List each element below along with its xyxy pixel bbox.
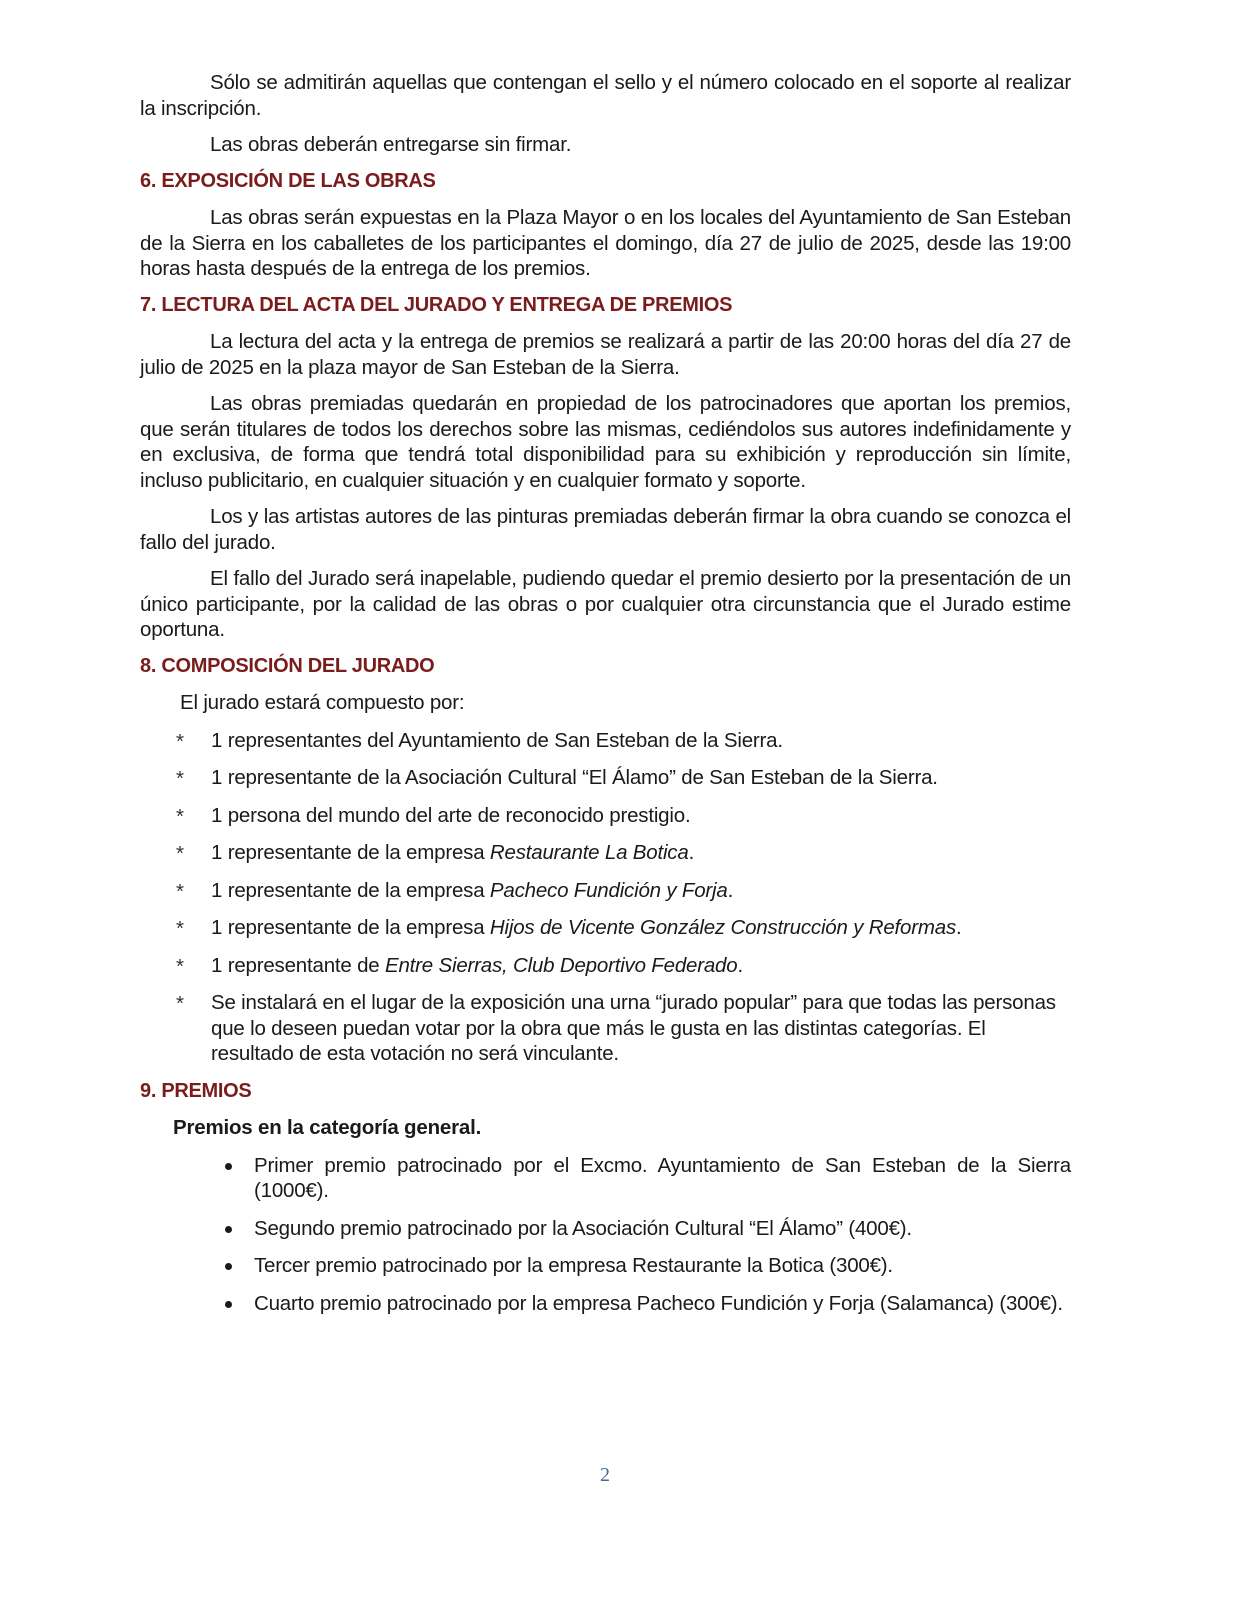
asterisk-bullet-icon: *	[176, 954, 184, 978]
paragraph: La lectura del acta y la entrega de premios se realizará a partir de las 20:00 horas del día 27 de julio de 2025 en la plaza mayor de San Esteban de la Sierra.	[140, 330, 1071, 379]
prize-text: Segundo premio patrocinado por la Asociación Cultural “El Álamo” (400€).	[254, 1216, 912, 1240]
asterisk-bullet-icon: *	[176, 842, 184, 865]
section-heading-composicion-jurado: 8. COMPOSICIÓN DEL JURADO	[140, 654, 435, 677]
jury-item-suffix: .	[956, 916, 962, 939]
jury-item-prefix: 1 representante de la empresa	[211, 916, 490, 939]
jury-item-suffix: .	[688, 841, 695, 864]
jury-list-item	[140, 990, 1071, 1067]
prize-text: Primer premio patrocinado por el Excmo. Ayuntamiento de San Esteban de la Sierra (1000€).	[254, 1153, 1071, 1202]
jury-list	[140, 728, 1071, 1067]
jury-list-item	[140, 840, 1071, 866]
paragraph: El fallo del Jurado será inapelable, pudiendo quedar el premio desierto por la presentación de un único participante, por la calidad de las obras o por cualquier otra circunstancia que el Jurado estime oportuna.	[140, 567, 1071, 641]
prize-text: Tercer premio patrocinado por la empresa Restaurante la Botica (300€).	[254, 1254, 893, 1277]
jury-item-emphasis: Hijos de Vicente González Construcción y Reformas	[489, 916, 957, 939]
asterisk-bullet-icon: *	[176, 992, 184, 1015]
paragraph: Las obras serán expuestas en la Plaza Mayor o en los locales del Ayuntamiento de San Esteban de la Sierra en los caballetes de los participantes el domingo, día 27 de julio de 2025, desde las 19:00 horas hasta después de la entrega de los premios.	[140, 206, 1071, 280]
prize-list-item	[140, 1253, 1071, 1279]
jury-list-item	[140, 728, 1071, 754]
jury-item-suffix: .	[727, 878, 734, 902]
jury-list-item	[140, 765, 1071, 791]
bullet-dot-icon	[225, 1263, 232, 1270]
paragraph: Las obras premiadas quedarán en propiedad de los patrocinadores que aportan los premios, que serán titulares de todos los derechos sobre las mismas, cediéndolos sus autores indefinidamente y en exclusiva, de forma que tendrá total disponibilidad para su exhibición y reproducción sin límite, incluso publicitario, en cualquier situación y en cualquier formato y soporte.	[140, 392, 1071, 492]
paragraph: Las obras deberán entregarse sin firmar.	[210, 133, 572, 156]
prize-text: Cuarto premio patrocinado por la empresa Pacheco Fundición y Forja (Salamanca) (300€).	[254, 1291, 1063, 1315]
jury-list-item	[140, 803, 1071, 829]
section-heading-lectura-acta: 7. LECTURA DEL ACTA DEL JURADO Y ENTREGA DE PREMIOS	[140, 293, 733, 316]
jury-item-prefix: 1 representante de la empresa	[211, 841, 490, 864]
jury-item-prefix: 1 representante de	[211, 953, 385, 977]
prize-category-heading: Premios en la categoría general.	[173, 1116, 482, 1139]
bullet-dot-icon	[225, 1163, 232, 1170]
jury-item-emphasis: Restaurante La Botica	[489, 841, 689, 864]
section-heading-premios: 9. PREMIOS	[140, 1079, 252, 1102]
jury-intro: El jurado estará compuesto por:	[180, 691, 465, 714]
jury-list-item	[140, 953, 1071, 979]
jury-item-text: Se instalará en el lugar de la exposición una urna “jurado popular” para que todas las personas que lo deseen puedan votar por la obra que más le gusta en las distintas categorías. El resultado de esta votación no será vinculante.	[211, 991, 1056, 1065]
jury-list-item	[140, 878, 1071, 904]
asterisk-bullet-icon: *	[176, 729, 184, 753]
prize-list-item	[140, 1153, 1071, 1204]
jury-item-emphasis: Entre Sierras, Club Deportivo Federado	[385, 953, 738, 977]
asterisk-bullet-icon: *	[176, 917, 184, 940]
prize-list	[140, 1153, 1071, 1317]
asterisk-bullet-icon: *	[176, 767, 184, 790]
paragraph: Los y las artistas autores de las pinturas premiadas deberán firmar la obra cuando se conozca el fallo del jurado.	[140, 505, 1071, 554]
bullet-dot-icon	[225, 1226, 232, 1233]
jury-item-prefix: 1 representante de la empresa	[211, 878, 490, 902]
jury-item-text: 1 persona del mundo del arte de reconocido prestigio.	[211, 803, 691, 827]
asterisk-bullet-icon: *	[176, 804, 184, 828]
prize-list-item	[140, 1216, 1071, 1242]
jury-item-suffix: .	[737, 953, 743, 977]
paragraph: Sólo se admitirán aquellas que contengan el sello y el número colocado en el soporte al realizar la inscripción.	[140, 71, 1071, 120]
section-heading-exposicion: 6. EXPOSICIÓN DE LAS OBRAS	[140, 169, 436, 192]
document-page	[140, 70, 1071, 1328]
jury-item-text: 1 representante de la Asociación Cultural “El Álamo” de San Esteban de la Sierra.	[211, 766, 938, 789]
jury-item-emphasis: Pacheco Fundición y Forja	[489, 878, 728, 902]
asterisk-bullet-icon: *	[176, 879, 184, 903]
bullet-dot-icon	[225, 1301, 232, 1308]
prize-list-item	[140, 1291, 1071, 1317]
jury-item-text: 1 representantes del Ayuntamiento de San Esteban de la Sierra.	[211, 728, 783, 752]
page-number: 2	[600, 1464, 610, 1486]
jury-list-item	[140, 915, 1071, 941]
